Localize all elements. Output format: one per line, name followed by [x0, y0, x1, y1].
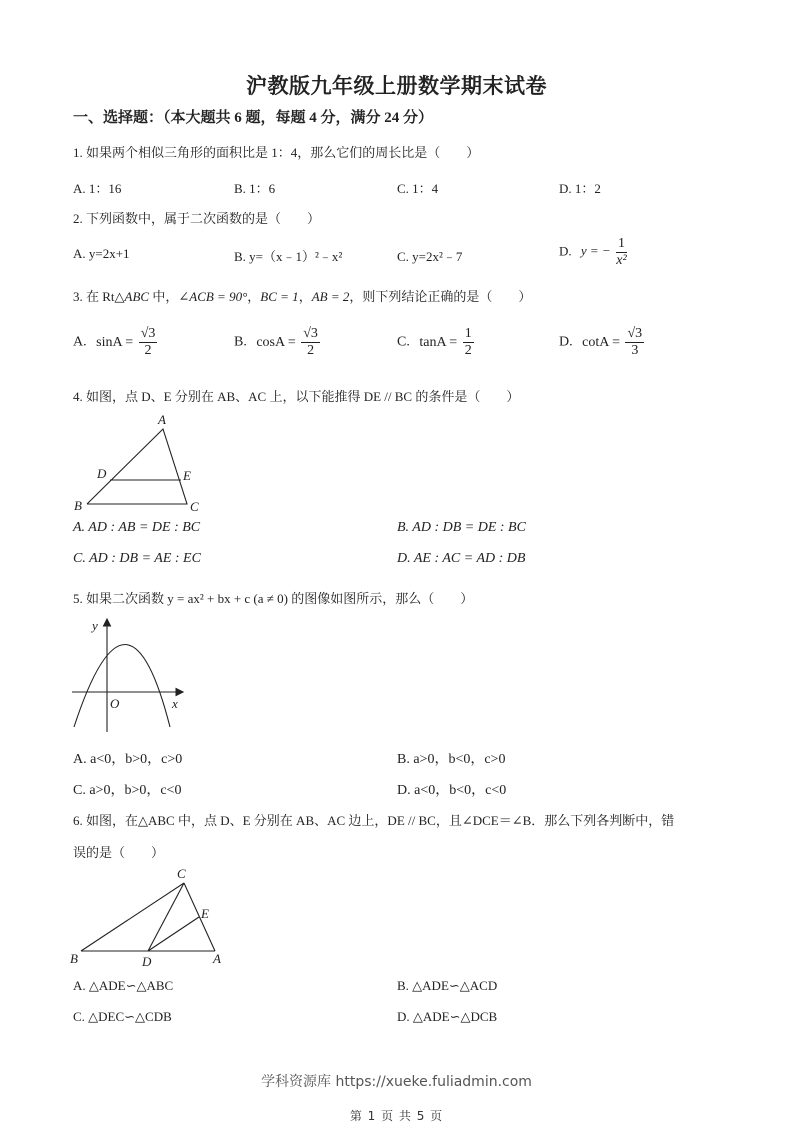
- fraction-numerator: 1: [464, 326, 472, 341]
- q2-option-b: B. y=（x﹣1）²﹣x²: [234, 249, 343, 264]
- label-e: E: [201, 906, 209, 921]
- parabola-curve: [74, 645, 170, 728]
- q3-option-c: [397, 326, 476, 359]
- q5-parabola-graph: [64, 612, 194, 740]
- option-fraction: [139, 326, 158, 359]
- x-axis-label: x: [172, 696, 178, 711]
- q1-option-b: B. 1：6: [234, 181, 276, 196]
- q5-option-d: D. a<0，b<0，c<0: [397, 783, 507, 798]
- label-c: C: [177, 866, 186, 881]
- q5-option-a: A. a<0，b>0，c>0: [73, 752, 183, 767]
- label-d: D: [142, 954, 152, 968]
- q2-option-a: A. y=2x+1: [73, 246, 130, 261]
- q2-option-d-fraction: [616, 236, 627, 269]
- option-label: D.: [559, 334, 573, 350]
- origin-label: O: [110, 696, 120, 711]
- option-fraction: [301, 326, 320, 359]
- label-d: D: [97, 466, 107, 481]
- option-function: tanA =: [419, 334, 458, 350]
- fraction-denominator: 2: [464, 343, 472, 358]
- q5-option-b: B. a>0，b<0，c>0: [397, 752, 506, 767]
- q6-option-a: A. △ADE∽△ABC: [73, 978, 174, 993]
- q1-option-c: C. 1：4: [397, 181, 439, 196]
- q3-ab: AB = 2: [311, 289, 350, 304]
- document-title: 沪教版九年级上册数学期末试卷: [246, 74, 547, 98]
- label-a: A: [213, 951, 221, 966]
- q2-option-d-label: D.: [559, 243, 572, 259]
- q3-option-a: [73, 326, 159, 359]
- q1-option-a: A. 1：16: [73, 181, 122, 196]
- question-6-stem-line1: 6. 如图，在△ABC 中，点 D、E 分别在 AB、AC 边上，DE // BC，且∠DCE＝∠B．那么下列各判断中，错: [73, 813, 675, 828]
- q6-triangle-figure: [66, 864, 226, 968]
- option-fraction: [625, 326, 644, 359]
- q1-option-d: D. 1：2: [559, 181, 601, 196]
- fraction-denominator: 3: [631, 343, 639, 358]
- q2-option-d: [559, 236, 629, 269]
- option-label: B.: [234, 334, 247, 350]
- q3-text: 中，: [149, 289, 179, 304]
- q4-option-d: D. AE : AC = AD : DB: [397, 551, 526, 566]
- q4-option-a: A. AD : AB = DE : BC: [73, 520, 201, 535]
- fraction-denominator: x²: [616, 253, 627, 268]
- watermark-footer: 学科资源库 https://xueke.fuliadmin.com: [261, 1074, 532, 1090]
- q3-angle: ∠ACB = 90°: [178, 289, 248, 304]
- option-function: cosA =: [256, 334, 296, 350]
- question-1-stem: 1. 如果两个相似三角形的面积比是 1：4，那么它们的周长比是（ ）: [73, 145, 480, 160]
- label-a: A: [158, 412, 166, 427]
- fraction-numerator: 1: [617, 236, 625, 251]
- q2-option-c: C. y=2x²﹣7: [397, 249, 463, 264]
- q6-option-b: B. △ADE∽△ACD: [397, 978, 498, 993]
- q4-option-c: C. AD : DB = AE : EC: [73, 551, 201, 566]
- q3-bc: BC = 1: [260, 289, 299, 304]
- fraction-numerator: √3: [627, 326, 643, 341]
- q3-triangle: ABC: [124, 289, 150, 304]
- q3-prefix: 3. 在 Rt△: [73, 289, 125, 304]
- option-function: cotA =: [582, 334, 620, 350]
- option-fraction: [463, 326, 474, 359]
- question-4-stem: 4. 如图，点 D、E 分别在 AB、AC 上，以下能推得 DE // BC 的条件是（ ）: [73, 389, 520, 404]
- fraction-denominator: 2: [307, 343, 315, 358]
- q3-option-d: [559, 326, 646, 359]
- label-b: B: [74, 498, 82, 513]
- section-heading: 一、选择题：（本大题共 6 题，每题 4 分，满分 24 分）: [73, 110, 434, 126]
- q3-suffix: ，则下列结论正确的是（ ）: [349, 289, 532, 304]
- question-5-stem: 5. 如果二次函数 y = ax² + bx + c (a ≠ 0) 的图像如图所示，那么（ ）: [73, 591, 474, 606]
- q6-option-d: D. △ADE∽△DCB: [397, 1009, 498, 1024]
- label-e: E: [183, 468, 191, 483]
- page-indicator: 第 1 页 共 5 页: [349, 1109, 444, 1123]
- q3-sep: ，: [298, 289, 312, 304]
- fraction-denominator: 2: [144, 343, 152, 358]
- option-label: A.: [73, 334, 87, 350]
- q6-option-c: C. △DEC∽△CDB: [73, 1009, 172, 1024]
- option-function: sinA =: [96, 334, 134, 350]
- label-b: B: [70, 951, 78, 966]
- question-3-stem: [73, 286, 531, 305]
- q5-option-c: C. a>0，b>0，c<0: [73, 783, 182, 798]
- fraction-numerator: √3: [303, 326, 318, 341]
- question-6-stem-line2: 误的是（ ）: [73, 845, 165, 860]
- q4-option-b: B. AD : DB = DE : BC: [397, 520, 526, 535]
- y-axis-label: y: [92, 618, 98, 633]
- q4-triangle-figure: [70, 408, 210, 518]
- question-2-stem: 2. 下列函数中，属于二次函数的是（ ）: [73, 211, 321, 226]
- q3-option-b: [234, 326, 322, 359]
- option-label: C.: [397, 334, 410, 350]
- q2-option-d-lhs: y = −: [580, 243, 611, 259]
- q3-sep: ，: [247, 289, 261, 304]
- fraction-numerator: √3: [140, 326, 156, 341]
- label-c: C: [190, 499, 199, 514]
